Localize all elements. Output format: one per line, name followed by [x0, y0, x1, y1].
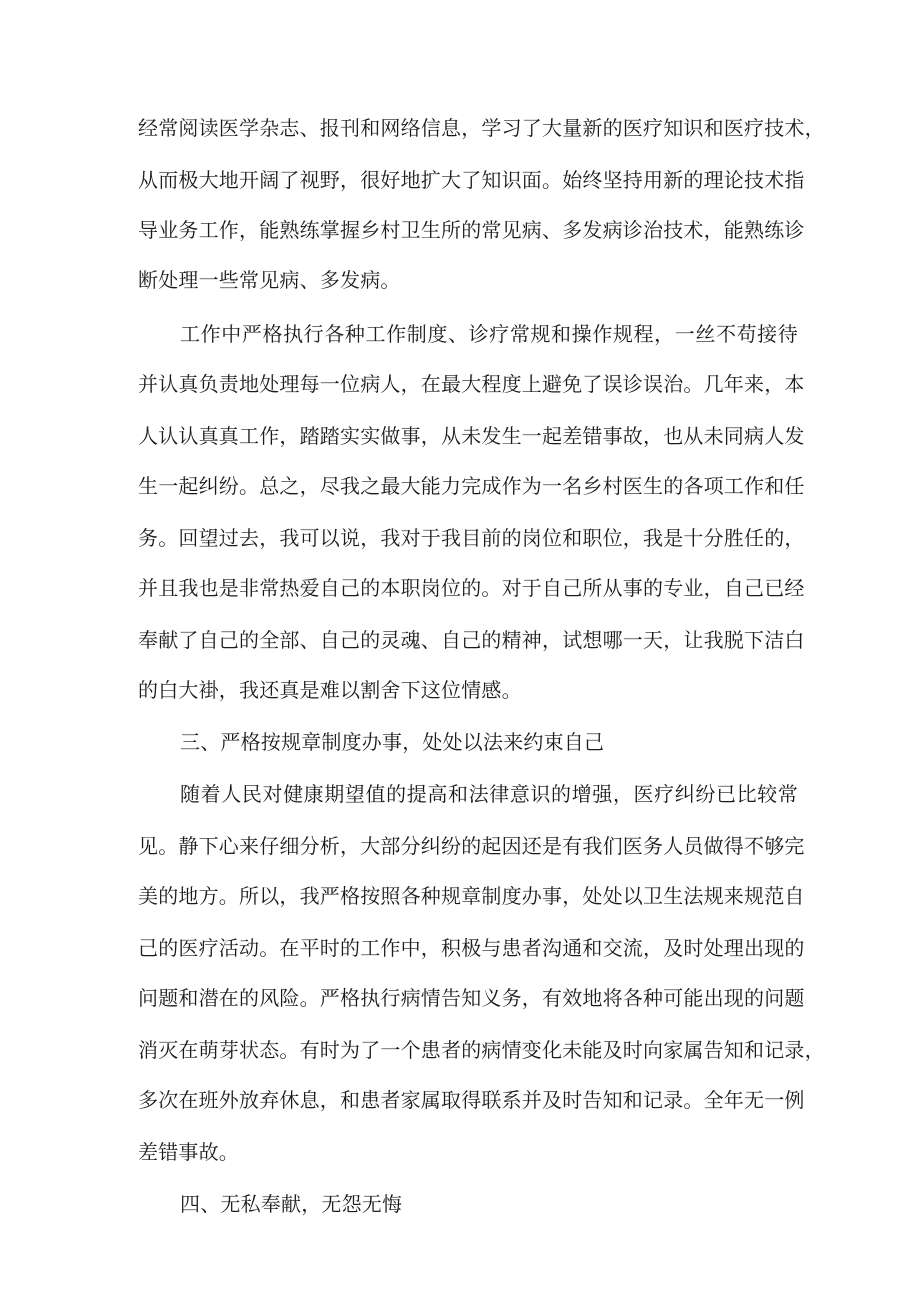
paragraph-line: 导业务工作，能熟练掌握乡村卫生所的常见病、多发病诊治技术，能熟练诊	[138, 218, 805, 242]
paragraph-line: 差错事故。	[138, 1140, 239, 1164]
paragraph-line: 工作中严格执行各种工作制度、诊疗常规和操作规程，一丝不苟接待	[180, 322, 798, 346]
paragraph-line: 断处理一些常见病、多发病。	[138, 268, 401, 292]
paragraph-line: 的白大褂，我还真是难以割舍下这位情感。	[138, 678, 522, 702]
paragraph-line: 并认真负责地处理每一位病人，在最大程度上避免了误诊误治。几年来，本	[138, 372, 805, 396]
section-heading: 四、无私奉献，无怨无悔	[180, 1192, 403, 1216]
paragraph-line: 随着人民对健康期望值的提高和法律意识的增强，医疗纠纷已比较常	[180, 782, 798, 806]
section-heading: 三、严格按规章制度办事，处处以法来约束自己	[180, 730, 605, 754]
paragraph-line: 从而极大地开阔了视野，很好地扩大了知识面。始终坚持用新的理论技术指	[138, 168, 805, 192]
paragraph-line: 消灭在萌芽状态。有时为了一个患者的病情变化未能及时向家属告知和记录，	[138, 1038, 825, 1062]
paragraph-line: 见。静下心来仔细分析，大部分纠纷的起因还是有我们医务人员做得不够完	[138, 834, 805, 858]
paragraph-line: 多次在班外放弃休息，和患者家属取得联系并及时告知和记录。全年无一例	[138, 1088, 805, 1112]
paragraph-line: 生一起纠纷。总之，尽我之最大能力完成作为一名乡村医生的各项工作和任	[138, 474, 805, 498]
paragraph-line: 己的医疗活动。在平时的工作中，积极与患者沟通和交流，及时处理出现的	[138, 936, 805, 960]
paragraph-line: 人认认真真工作，踏踏实实做事，从未发生一起差错事故，也从未同病人发	[138, 424, 805, 448]
paragraph-line: 问题和潜在的风险。严格执行病情告知义务，有效地将各种可能出现的问题	[138, 986, 805, 1010]
paragraph-line: 并且我也是非常热爱自己的本职岗位的。对于自己所从事的专业，自己已经	[138, 576, 805, 600]
paragraph-line: 奉献了自己的全部、自己的灵魂、自己的精神，试想哪一天，让我脱下洁白	[138, 628, 805, 652]
paragraph-line: 美的地方。所以，我严格按照各种规章制度办事，处处以卫生法规来规范自	[138, 884, 805, 908]
paragraph-line: 务。回望过去，我可以说，我对于我目前的岗位和职位，我是十分胜任的，	[138, 526, 805, 550]
paragraph-line: 经常阅读医学杂志、报刊和网络信息，学习了大量新的医疗知识和医疗技术，	[138, 116, 825, 140]
